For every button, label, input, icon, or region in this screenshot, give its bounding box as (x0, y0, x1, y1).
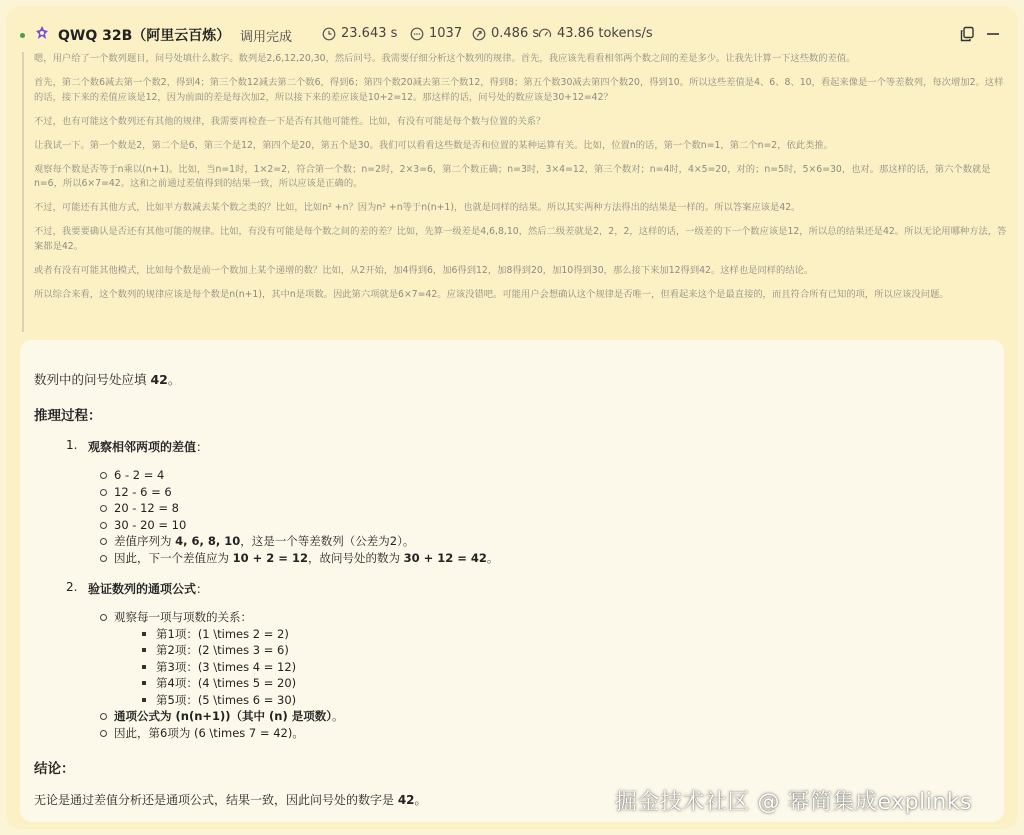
answer-content (20, 340, 1004, 822)
step-2-list (100, 609, 990, 741)
lead-suffix: 。 (167, 372, 181, 387)
term-item: 第1项：(1 \times 2 = 2) (142, 626, 990, 643)
diff-seq-value: 4, 6, 8, 10 (175, 534, 241, 548)
next-suffix: 。 (486, 550, 499, 565)
diff-seq-text: 差值序列为 (114, 534, 176, 548)
duration-metric (322, 26, 397, 41)
final-value: 42 (397, 793, 415, 808)
status-text: 调用完成 (240, 30, 293, 45)
first-token-metric (472, 26, 539, 41)
list-item (100, 708, 990, 725)
formula-text: 通项公式为 (n(n+1))（其中 (n) 是项数） (114, 709, 332, 724)
thinking-paragraph: 让我试一下。第一个数是2，第二个是6，第三个是12，第四个是20，第五个是30。我们可以看看这些数是否和位置的某种运算有关。比如，位置n的话，第一个数n=1，第二个n=2，依此类推。 (34, 139, 833, 151)
thinking-paragraph: 不过，可能还有其他方式，比如平方数减去某个数之类的？比如，比如n² +n？因为n² +n等于n(n+1)，也就是同样的结果。所以其实两种方法得出的结果是一样的。所以答案应该是42。 (34, 202, 801, 213)
speed-value: 43.86 tokens/s (557, 26, 653, 41)
term-item: 第3项：(3 \times 4 = 12) (142, 659, 990, 676)
list-item: 12 - 6 = 6 (100, 484, 990, 501)
list-item (100, 533, 990, 550)
model-name: QWQ 32B（阿里云百炼） (58, 28, 231, 44)
diff-seq-suffix: ，这是一个等差数列（公差为2）。 (240, 534, 415, 548)
speedometer-icon (538, 27, 552, 41)
duration-value: 23.643 s (341, 26, 398, 41)
collapse-icon[interactable] (985, 26, 1001, 42)
final-suffix: 。 (414, 793, 427, 808)
term-item: 第2项：(2 \times 3 = 6) (142, 642, 990, 659)
conclusion-heading: 结论： (34, 761, 75, 778)
step-colon: ： (196, 440, 209, 454)
list-item: 6 - 2 = 4 (100, 467, 990, 484)
thinking-paragraph: 观察每个数是否等于n乘以(n+1)。比如，当n=1时，1×2=2，符合第一个数；n=2时，2×3=6，第二个数正确；n=3时，3×4=12，第三个数对；n=4时，4×5=20，对的；n=5时，5×6=30，也对。那这样的话，第六个数就是n=6，所以6×7=42。这和之前通过差值得到的结果一致，所以应该是正确的。 (34, 163, 991, 189)
thinking-paragraph: 首先，第二个数6减去第一个数2，得到4；第三个数12减去第二个数6，得到6；第四个数20减去第三个数12，得到8；第五个数30减去第四个数20，得到10。所以这些差值是4、6、8、10，看起来像是一个等差数列，每次增加2。这样的话，接下来的差值应该是12，因为前面的差是每次加2，所以接下来的差应该是10+2=12。那这样的话，问号处的数应该是30+12=42？ (34, 77, 1004, 103)
watermark: 掘金技术社区 @ 幂简集成explinks (615, 790, 972, 815)
list-item: 因此，第6项为 (6 \times 7 = 42)。 (100, 725, 990, 742)
step-title: 观察相邻两项的差值 (88, 440, 197, 454)
step-number: 2. (66, 580, 78, 594)
list-item: 30 - 20 = 10 (100, 517, 990, 534)
speed-metric (538, 26, 653, 41)
step-title: 验证数列的通项公式 (88, 582, 197, 596)
step-1-list (100, 467, 990, 566)
thinking-paragraph: 不过，我要要确认是否还有其他可能的规律。比如，有没有可能是每个数之间的差的差？比如，先算一级差是4,6,8,10，然后二级差就是2，2，2，这样的话，一级差的下一个数应该是12，所以总的结果还是42。所以无论用哪种方法，答案都是42。 (34, 226, 1007, 252)
model-logo-icon (34, 25, 50, 41)
relation-label: 观察每一项与项数的关系： (114, 610, 252, 624)
thinking-paragraph: 嗯，用户给了一个数列题目，问号处填什么数字。数列是2,6,12,20,30，然后问号。我需要仔细分析这个数列的规律。首先，我应该先看看相邻两个数之间的差是多少。让我先计算一下这些数的差值。 (34, 53, 856, 64)
step-1 (66, 438, 990, 455)
term-item: 第5项：(5 \times 6 = 30) (142, 692, 990, 709)
list-item (100, 550, 990, 567)
thinking-process (22, 52, 1008, 332)
message-header (6, 6, 1018, 50)
clock-icon (322, 27, 336, 41)
terms-list (142, 626, 990, 709)
answer-value: 30 + 12 = 42 (403, 550, 487, 565)
step-number: 1. (66, 438, 78, 452)
next-text: 因此，下一个差值应为 (114, 550, 233, 565)
lead-text: 数列中的问号处应填 (34, 372, 151, 387)
thinking-paragraph: 不过，也有可能这个数列还有其他的规律，我需要再检查一下是否有其他可能性。比如，有没有可能是每个数与位置的关系？ (34, 115, 546, 127)
step-2 (66, 580, 990, 597)
tokens-value: 1037 (429, 26, 463, 41)
lead-value: 42 (150, 372, 168, 387)
status-dot (20, 33, 25, 38)
next-value: 10 + 2 = 12 (232, 550, 308, 565)
first-token-value: 0.486 s (491, 26, 540, 41)
next-mid-text: ，故问号处的数为 (307, 550, 404, 565)
list-item: 20 - 12 = 8 (100, 500, 990, 517)
formula-suffix: 。 (332, 709, 344, 724)
list-item (100, 609, 990, 708)
token-count-icon (410, 27, 424, 41)
answer-lead (34, 370, 990, 388)
first-token-icon (472, 27, 486, 41)
term-item: 第4项：(4 \times 5 = 20) (142, 675, 990, 692)
chat-message-card (6, 6, 1018, 829)
process-heading: 推理过程： (34, 408, 102, 424)
copy-icon[interactable] (959, 26, 975, 42)
tokens-metric (410, 26, 462, 41)
step-colon: ： (196, 582, 209, 596)
thinking-paragraph: 所以综合来看，这个数列的规律应该是每个数是n(n+1)，其中n是项数。因此第六项就是6×7=42。应该没错吧。可能用户会想确认这个规律是否唯一，但看起来这个是最直接的，而且符合所有已知的项，所以应该没问题。 (34, 288, 949, 300)
thinking-paragraph: 或者有没有可能其他模式，比如每个数是前一个数加上某个递增的数？比如，从2开始，加4得到6，加6得到12，加8得到20，加10得到30，那么接下来加12得到42。这样也是同样的结论。 (34, 264, 814, 276)
final-text: 无论是通过差值分析还是通项公式，结果一致，因此问号处的数字是 (34, 793, 398, 808)
